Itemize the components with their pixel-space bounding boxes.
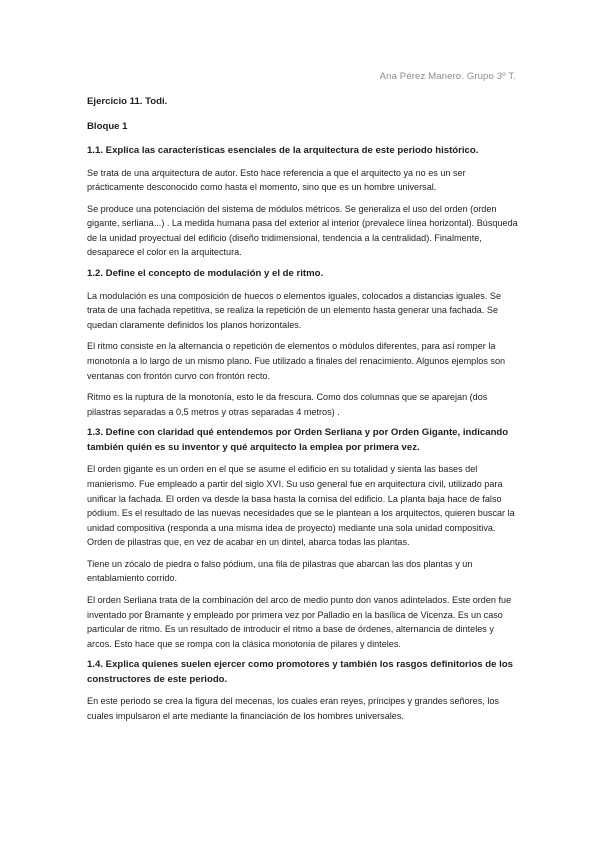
paragraph: Se produce una potenciación del sistema de módulos métricos. Se generaliza el uso del orden (orden gigante, serliana...) . La medida humana pasa del exterior al interior (prevalece línea horizontal). Búsqueda de la unidad proyectual del edificio (diseño tridimensional, tendencia a la centralidad). Finalmente, desaparece el color en la arquitectura. bbox=[87, 203, 518, 258]
document-body bbox=[87, 95, 519, 731]
paragraph: La modulación es una composición de huecos o elementos iguales, colocados a distancias iguales. Se trata de una fachada repetitiva, se realiza la repetición de un elemento hasta generar una fachada. Se quedan claramente definidos los planos horizontales. bbox=[87, 290, 502, 330]
question-heading: 1.3. Define con claridad qué entendemos por Orden Serliana y por Orden Gigante, indicando también quién es su inventor y qué arquitecto la emplea por primera vez. bbox=[87, 427, 509, 453]
question-heading: 1.4. Explica quienes suelen ejercer como promotores y también los rasgos definitorios de los constructores de este periodo. bbox=[87, 659, 513, 685]
author-header: Ana Pérez Manero. Grupo 3º T. bbox=[379, 71, 516, 82]
exercise-title: Ejercicio 11. Todi. bbox=[87, 96, 168, 107]
section-1-2 bbox=[87, 267, 519, 419]
paragraph: Ritmo es la ruptura de la monotonía, esto le da frescura. Como dos columnas que se aparejan (dos pilastras separadas a 0,5 metros y otras separadas 4 metros) . bbox=[87, 392, 488, 417]
block-title: Bloque 1 bbox=[87, 121, 128, 132]
section-1-4 bbox=[87, 658, 519, 723]
paragraph: En este periodo se crea la figura del mecenas, los cuales eran reyes, príncipes y grandes señores, los cuales impulsaron el arte mediante la financiación de los hombres universales. bbox=[87, 696, 499, 722]
paragraph: Se trata de una arquitectura de autor. Esto hace referencia a que el arquitecto ya no es un ser prácticamente desconocido como hasta el momento, sino que es un hombre universal. bbox=[87, 167, 466, 193]
section-1-3 bbox=[87, 426, 519, 651]
paragraph: El orden Serliana trata de la combinación del arco de medio punto don vanos adintelados. Este orden fue inventado por Bramante y empleado por primera vez por Palladio en la basílica de Vicenza. Es un caso particular de ritmo. Es un resultado de introducir el ritmo a base de órdenes, alternancia de dinteles y arcos. Esto hace que se rompa con la clásica monotonía de pilares y dinteles. bbox=[87, 595, 512, 649]
question-heading: 1.2. Define el concepto de modulación y el de ritmo. bbox=[87, 268, 324, 280]
paragraph: Tiene un zócalo de piedra o falso pódium, una fila de pilastras que abarcan las dos plantas y un entablamiento corrido. bbox=[87, 558, 473, 584]
question-heading: 1.1. Explica las características esenciales de la arquitectura de este periodo histórico. bbox=[87, 145, 479, 156]
paragraph: El ritmo consiste en la alternancia o repetición de elementos o módulos diferentes, para así romper la monotonía a lo largo de un mismo plano. Fue utilizado a finales del renacimiento. Algunos ejemplos son ventanas con frontón curvo con frontón recto. bbox=[87, 341, 506, 381]
paragraph: El orden gigante es un orden en el que se asume el edificio en su totalidad y sienta las bases del manierismo. Fue empleado a partir del siglo XVI. Su uso general fue en arquitectura civil, utilizado para unificar la fachada. El orden va desde la basa hasta la cornisa del edificio. La planta baja hace de falso pódium. Es el resultado de las nuevas necesidades que se le plantean a los arquitectos, quieren buscar la unidad compositiva (responda a una misma idea de proyecto) mediante una sola unidad compositiva. Orden de pilastras que, en vez de acabar en un dintel, abarca todas las plantas. bbox=[87, 464, 515, 548]
section-1-1 bbox=[87, 144, 519, 260]
